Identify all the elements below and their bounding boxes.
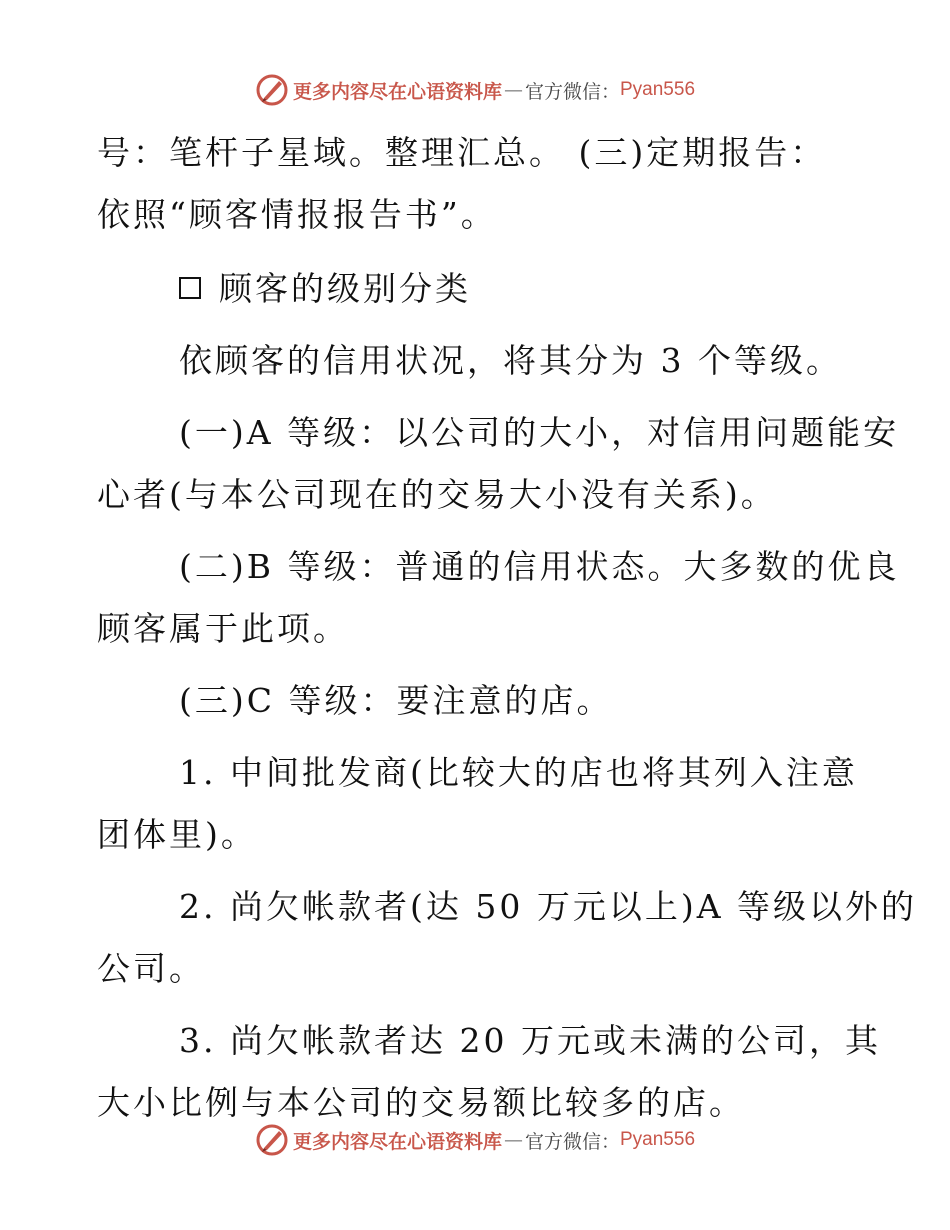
paragraph-line: 1. 中间批发商(比较大的店也将其列入注意 — [179, 753, 858, 792]
paragraph-line: 公司。 — [97, 949, 205, 988]
paragraph-line: (二)B 等级：普通的信用状态。大多数的优良 — [179, 547, 900, 586]
paragraph-line: 顾客属于此项。 — [97, 609, 349, 648]
paragraph-line: 2. 尚欠帐款者(达 50 万元以上)A 等级以外的 — [179, 887, 918, 926]
banner-brand: 更多内容尽在心语资料库 — [292, 80, 502, 103]
banner-account: Pyan556 — [620, 79, 696, 100]
banner-label: 官方微信： — [524, 80, 620, 103]
paragraph-line: 依照“顾客情报报告书”。 — [97, 195, 497, 234]
paragraph-line: 依顾客的信用状况，将其分为 3 个等级。 — [179, 341, 842, 380]
banner-separator: — — [503, 79, 523, 101]
header-watermark-banner — [0, 70, 950, 110]
paragraph-line: 心者(与本公司现在的交易大小没有关系)。 — [97, 475, 777, 514]
quill-pen-logo-icon — [255, 73, 289, 107]
footer-watermark-banner — [0, 1120, 950, 1160]
banner-separator: — — [503, 1129, 523, 1151]
paragraph-line: 号：笔杆子星域。整理汇总。 (三)定期报告： — [97, 133, 827, 172]
banner-brand: 更多内容尽在心语资料库 — [292, 1130, 502, 1153]
paragraph-line: 3. 尚欠帐款者达 20 万元或未满的公司，其 — [179, 1021, 881, 1060]
quill-pen-logo-icon — [255, 1123, 289, 1157]
section-heading — [97, 258, 857, 320]
banner-label: 官方微信： — [524, 1130, 620, 1153]
paragraph-line: 大小比例与本公司的交易额比较多的店。 — [97, 1083, 745, 1122]
empty-checkbox-icon — [179, 277, 201, 299]
document-body — [97, 122, 918, 1134]
paragraph-line: (一)A 等级：以公司的大小，对信用问题能安 — [179, 413, 900, 452]
banner-account: Pyan556 — [620, 1129, 696, 1150]
paragraph-line: 团体里)。 — [97, 815, 257, 854]
paragraph-line: (三)C 等级：要注意的店。 — [179, 681, 613, 720]
section-heading-text: 顾客的级别分类 — [219, 269, 471, 308]
